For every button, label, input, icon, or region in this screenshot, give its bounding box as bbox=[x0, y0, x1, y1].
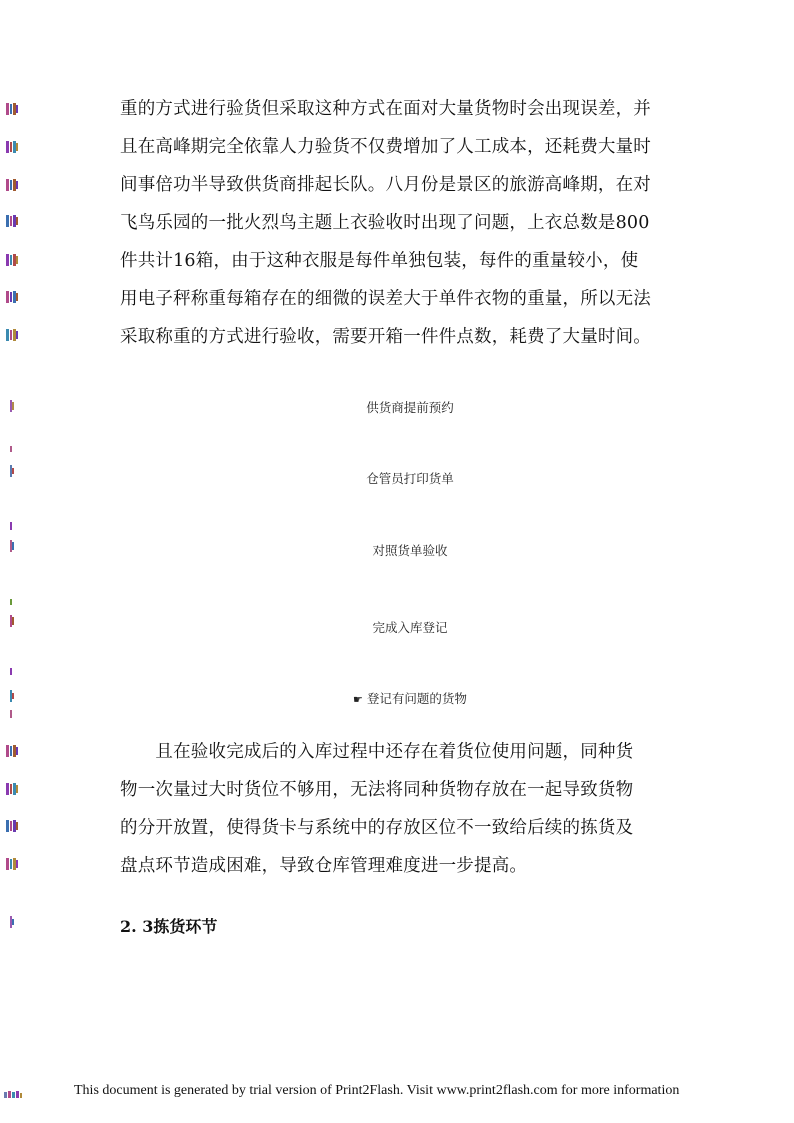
margin-artifact-icon bbox=[5, 857, 19, 871]
paragraph-line: 间事倍功半导致供货商排起长队。八月份是景区的旅游高峰期，在对 bbox=[120, 175, 651, 195]
flow-step-complete-registration: 完成入库登记 bbox=[372, 620, 448, 635]
paragraph-line: 用电子秤称重每箱存在的细微的误差大于单件衣物的重量，所以无法 bbox=[120, 289, 651, 309]
paragraph-line: 采取称重的方式进行验收，需要开箱一件件点数，耗费了大量时间。 bbox=[120, 327, 651, 347]
paragraph-line: 物一次量过大时货位不够用，无法将同种货物存放在一起导致货物 bbox=[120, 780, 634, 800]
margin-artifact-icon bbox=[10, 615, 14, 627]
section-heading: 2. 3拣货环节 bbox=[120, 917, 218, 936]
margin-artifact-icon bbox=[5, 290, 19, 304]
margin-artifact-icon bbox=[5, 102, 19, 116]
paragraph-line: 且在高峰期完全依靠人力验货不仅费增加了人工成本，还耗费大量时 bbox=[120, 137, 651, 157]
paragraph-line: 盘点环节造成困难，导致仓库管理难度进一步提高。 bbox=[120, 856, 528, 876]
margin-artifact-icon bbox=[5, 782, 19, 796]
margin-artifact-icon bbox=[10, 665, 14, 677]
paragraph-line: 飞鸟乐园的一批火烈鸟主题上衣验收时出现了问题，上衣总数是800 bbox=[120, 213, 650, 233]
margin-artifact-icon bbox=[10, 595, 14, 607]
margin-artifact-icon bbox=[5, 140, 19, 154]
flow-step-label: 登记有问题的货物 bbox=[366, 691, 467, 706]
paragraph-line: 的分开放置，使得货卡与系统中的存放区位不一致给后续的拣货及 bbox=[120, 818, 634, 838]
margin-artifact-icon bbox=[5, 819, 19, 833]
flow-step-print-invoice: 仓管员打印货单 bbox=[366, 471, 454, 486]
margin-artifact-icon bbox=[10, 708, 14, 720]
trial-watermark-footer: This document is generated by trial version of Print2Flash. Visit www.print2flash.com for more information bbox=[74, 1083, 680, 1098]
margin-artifact-icon bbox=[10, 520, 14, 532]
margin-artifact-icon bbox=[5, 744, 19, 758]
pointer-hand-icon: ☛ bbox=[353, 693, 363, 706]
margin-artifact-icon bbox=[10, 465, 14, 477]
flow-step-register-problem-goods bbox=[300, 689, 520, 707]
paragraph-line: 且在验收完成后的入库过程中还存在着货位使用问题，同种货 bbox=[120, 742, 634, 762]
margin-artifact-icon bbox=[10, 690, 14, 702]
footer-artifact-icon bbox=[3, 1089, 23, 1099]
margin-artifact-icon bbox=[10, 916, 14, 928]
margin-artifact-icon bbox=[10, 400, 14, 412]
margin-artifact-icon bbox=[5, 253, 19, 267]
paragraph-line: 件共计16箱，由于这种衣服是每件单独包装，每件的重量较小，使 bbox=[120, 251, 639, 271]
paragraph-line: 重的方式进行验货但采取这种方式在面对大量货物时会出现误差，并 bbox=[120, 99, 651, 119]
flow-step-check-invoice: 对照货单验收 bbox=[372, 543, 448, 558]
margin-artifact-icon bbox=[5, 328, 19, 342]
margin-artifact-icon bbox=[5, 178, 19, 192]
margin-artifact-icon bbox=[10, 540, 14, 552]
margin-artifact-icon bbox=[10, 442, 14, 454]
margin-artifact-icon bbox=[5, 214, 19, 228]
flow-step-supplier-appointment: 供货商提前预约 bbox=[366, 400, 454, 415]
